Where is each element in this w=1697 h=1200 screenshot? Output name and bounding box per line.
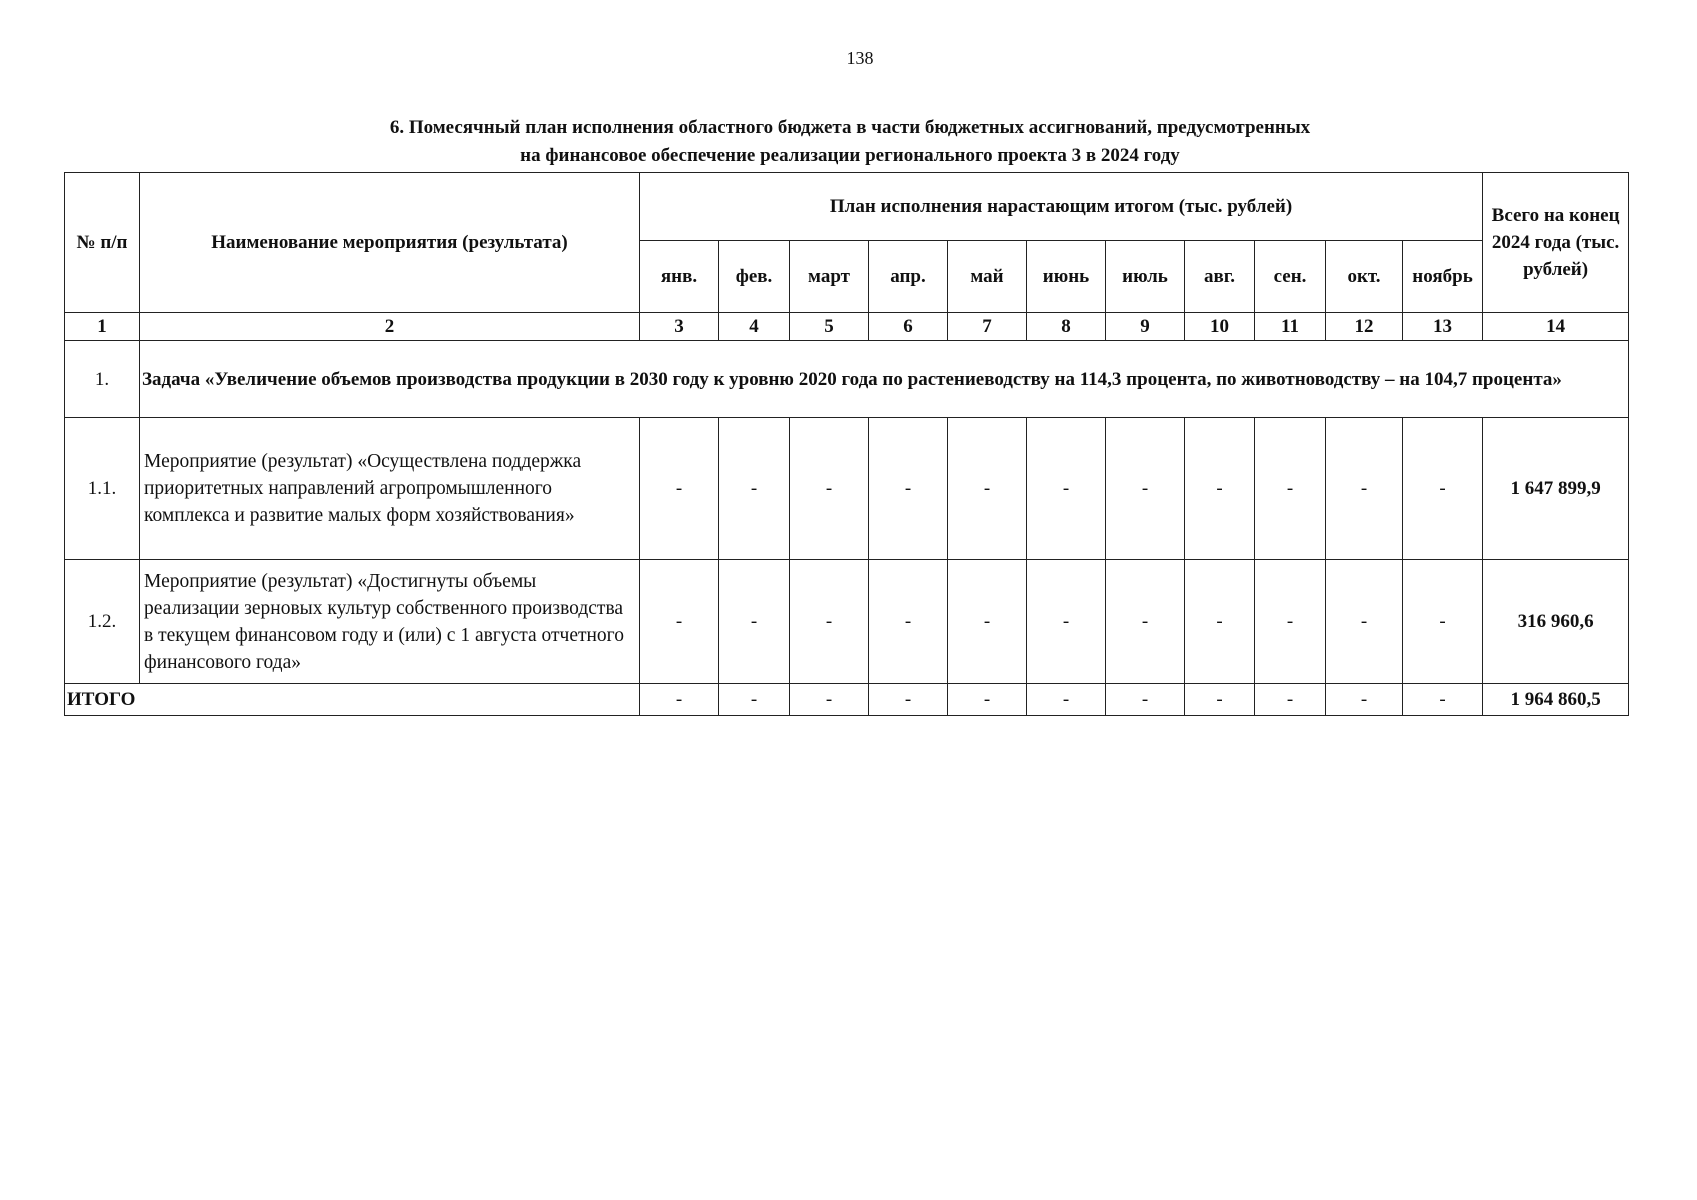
month-value: - [640, 418, 719, 560]
column-number: 4 [719, 313, 790, 341]
header-plan-group: План исполнения нарастающим итогом (тыс. рублей) [640, 173, 1483, 241]
month-value: - [1326, 418, 1403, 560]
month-value: - [1403, 418, 1483, 560]
budget-plan-table [64, 172, 1629, 716]
month-value: - [869, 418, 948, 560]
itogo-total: 1 964 860,5 [1483, 684, 1629, 716]
column-number: 2 [140, 313, 640, 341]
header-name: Наименование мероприятия (результата) [140, 173, 640, 313]
column-number: 6 [869, 313, 948, 341]
row-num: 1.1. [65, 418, 140, 560]
month-value: - [1027, 418, 1106, 560]
row-total: 316 960,6 [1483, 560, 1629, 684]
itogo-label: ИТОГО [65, 684, 640, 716]
activity-name: Мероприятие (результат) «Достигнуты объемы реализации зерновых культур собственного производства в текущем финансовом году и (или) с 1 августа отчетного финансового года» [140, 560, 640, 684]
month-value: - [790, 560, 869, 684]
month-value: - [1403, 560, 1483, 684]
month-value: - [1255, 560, 1326, 684]
document-title [0, 114, 1697, 170]
task-num: 1. [65, 341, 140, 418]
month-value: - [869, 560, 948, 684]
itogo-month-value: - [1185, 684, 1255, 716]
itogo-month-value: - [640, 684, 719, 716]
header-month: апр. [869, 241, 948, 313]
header-month: янв. [640, 241, 719, 313]
header-month: июль [1106, 241, 1185, 313]
header-month: фев. [719, 241, 790, 313]
month-value: - [719, 560, 790, 684]
header-num: № п/п [65, 173, 140, 313]
row-num: 1.2. [65, 560, 140, 684]
month-value: - [1326, 560, 1403, 684]
month-value: - [1185, 418, 1255, 560]
itogo-month-value: - [1255, 684, 1326, 716]
month-value: - [790, 418, 869, 560]
column-number: 1 [65, 313, 140, 341]
title-line-1: 6. Помесячный план исполнения областного бюджета в части бюджетных ассигнований, предусмотренных [389, 117, 1311, 138]
header-month: май [948, 241, 1027, 313]
row-total: 1 647 899,9 [1483, 418, 1629, 560]
header-month: авг. [1185, 241, 1255, 313]
month-value: - [948, 560, 1027, 684]
month-value: - [1185, 560, 1255, 684]
itogo-month-value: - [719, 684, 790, 716]
column-number: 14 [1483, 313, 1629, 341]
itogo-month-value: - [790, 684, 869, 716]
header-month: июнь [1027, 241, 1106, 313]
column-number: 5 [790, 313, 869, 341]
header-month: ноябрь [1403, 241, 1483, 313]
itogo-month-value: - [1403, 684, 1483, 716]
column-number: 3 [640, 313, 719, 341]
itogo-month-value: - [1106, 684, 1185, 716]
activity-name: Мероприятие (результат) «Осуществлена поддержка приоритетных направлений агропромышленного комплекса и развитие малых форм хозяйствования» [140, 418, 640, 560]
header-month: окт. [1326, 241, 1403, 313]
month-value: - [640, 560, 719, 684]
column-number: 10 [1185, 313, 1255, 341]
month-value: - [1255, 418, 1326, 560]
month-value: - [1106, 418, 1185, 560]
title-line-2: на финансовое обеспечение реализации регионального проекта 3 в 2024 году [520, 145, 1180, 166]
header-month: сен. [1255, 241, 1326, 313]
itogo-month-value: - [1326, 684, 1403, 716]
column-number: 13 [1403, 313, 1483, 341]
itogo-month-value: - [1027, 684, 1106, 716]
header-total: Всего на конец 2024 года (тыс. рублей) [1483, 173, 1629, 313]
task-text: Задача «Увеличение объемов производства продукции в 2030 году к уровню 2020 года по растениеводству на 114,3 процента, по животноводству – на 104,7 процента» [140, 341, 1629, 418]
month-value: - [1027, 560, 1106, 684]
column-number: 7 [948, 313, 1027, 341]
itogo-month-value: - [948, 684, 1027, 716]
page-number: 138 [846, 48, 874, 68]
header-month: март [790, 241, 869, 313]
itogo-month-value: - [869, 684, 948, 716]
column-number: 9 [1106, 313, 1185, 341]
month-value: - [948, 418, 1027, 560]
month-value: - [719, 418, 790, 560]
column-number: 11 [1255, 313, 1326, 341]
month-value: - [1106, 560, 1185, 684]
column-number: 12 [1326, 313, 1403, 341]
column-number: 8 [1027, 313, 1106, 341]
